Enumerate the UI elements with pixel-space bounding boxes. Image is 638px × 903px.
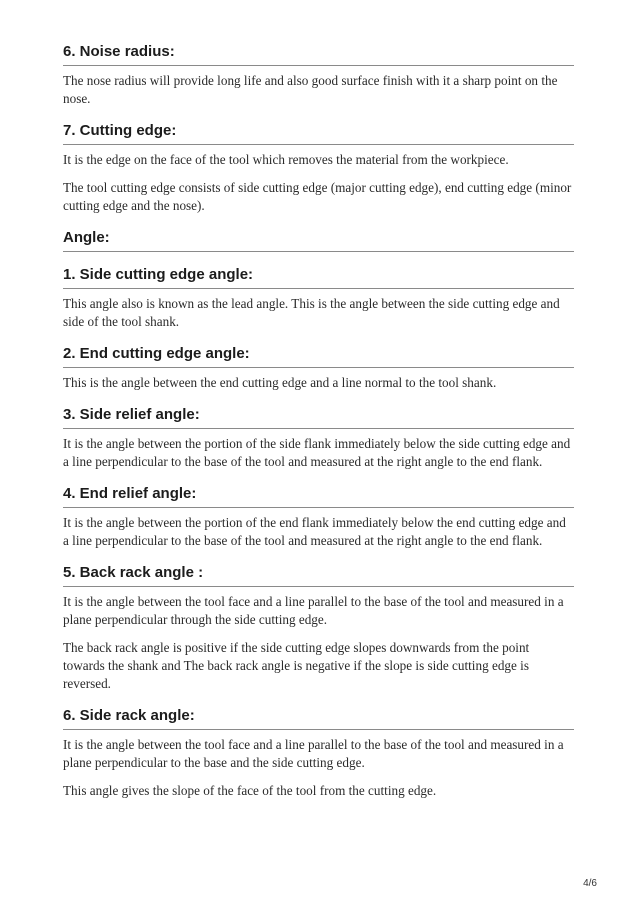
section-heading: Angle: [63,228,574,252]
page-number: 4/6 [583,878,597,889]
document-section [63,563,574,693]
document-section [63,344,574,392]
section-heading: 6. Side rack angle: [63,706,574,730]
section-heading: 1. Side cutting edge angle: [63,265,574,289]
section-paragraph: This is the angle between the end cutting edge and a line normal to the tool shank. [63,375,497,390]
document-section [63,42,574,108]
document-section [63,484,574,550]
section-heading: 6. Noise radius: [63,42,574,66]
section-paragraph: The back rack angle is positive if the side cutting edge slopes downwards from the point towards the shank and The back rack angle is negative if the slope is side cutting edge is reversed. [63,640,530,691]
document-section [63,706,574,800]
section-paragraph: This angle also is known as the lead angle. This is the angle between the side cutting edge and side of the tool shank. [63,296,560,329]
section-heading: 4. End relief angle: [63,484,574,508]
section-paragraph: It is the angle between the tool face and a line parallel to the base of the tool and measured in a plane perpendicular to the base and the side cutting edge. [63,737,564,770]
section-paragraph: The tool cutting edge consists of side cutting edge (major cutting edge), end cutting edge (minor cutting edge and the nose). [63,180,572,213]
section-paragraph: It is the edge on the face of the tool which removes the material from the workpiece. [63,152,509,167]
section-heading: 2. End cutting edge angle: [63,344,574,368]
section-paragraph: The nose radius will provide long life and also good surface finish with it a sharp point on the nose. [63,73,558,106]
document-section [63,265,574,331]
section-heading: 7. Cutting edge: [63,121,574,145]
section-paragraph: It is the angle between the tool face and a line parallel to the base of the tool and measured in a plane perpendicular through the side cutting edge. [63,594,564,627]
section-paragraph: It is the angle between the portion of the end flank immediately below the end cutting edge and a line perpendicular to the base of the tool and measured at the right angle to the end flank. [63,515,566,548]
section-heading: 5. Back rack angle : [63,563,574,587]
document-section [63,121,574,215]
section-paragraph: It is the angle between the portion of the side flank immediately below the side cutting edge and a line perpendicular to the base of the tool and measured at the right angle to the end flank. [63,436,571,469]
document-section [63,405,574,471]
document-section [63,228,574,252]
section-paragraph: This angle gives the slope of the face of the tool from the cutting edge. [63,783,437,798]
section-heading: 3. Side relief angle: [63,405,574,429]
document-body [63,42,574,800]
